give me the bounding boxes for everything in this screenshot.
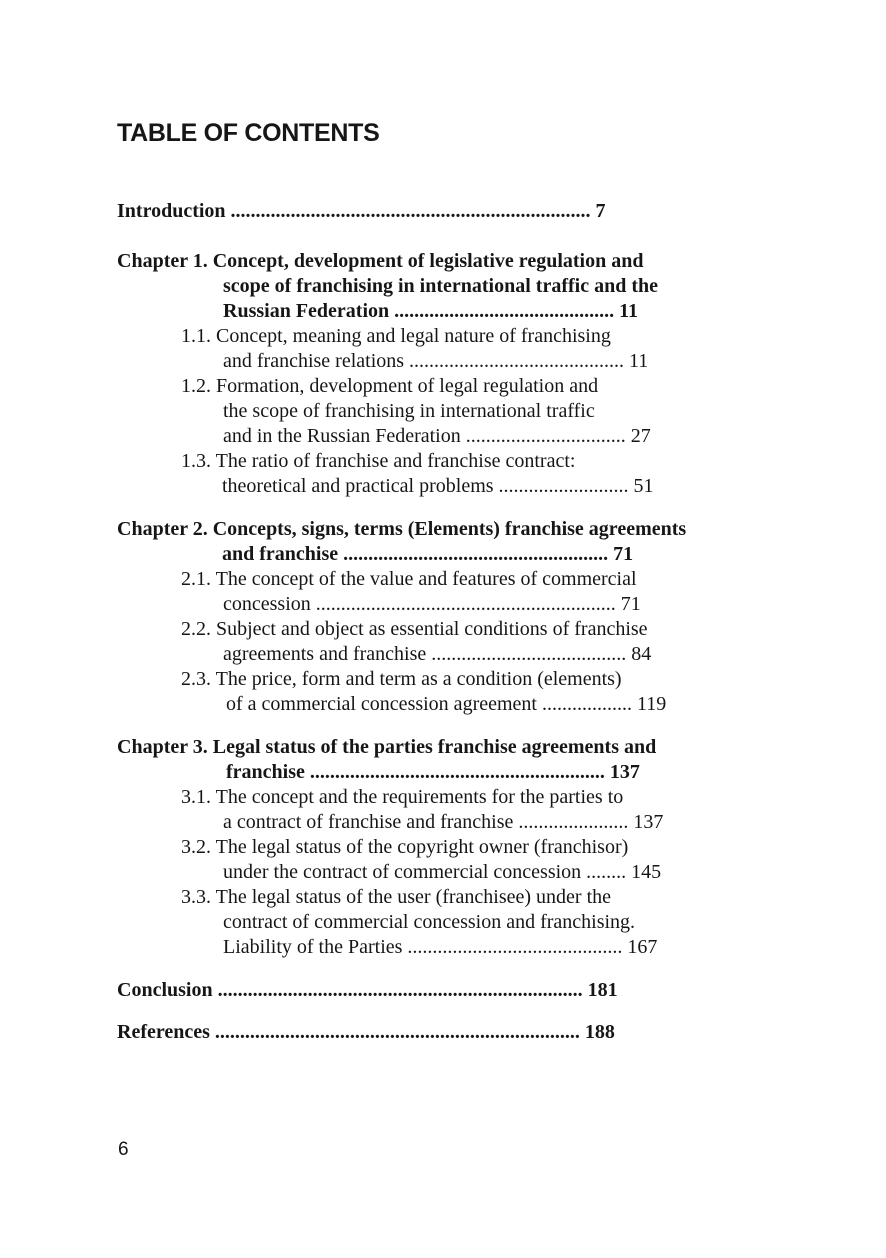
toc-section-3-3: contract of commercial concession and franchising. <box>223 911 636 933</box>
toc-section-3-2: under the contract of commercial concession ........ 145 <box>223 861 662 883</box>
toc-section-1-1: 1.1. Concept, meaning and legal nature of franchising <box>181 325 611 347</box>
toc-section-2-2: 2.2. Subject and object as essential conditions of franchise <box>181 618 648 640</box>
toc-section-1-2: and in the Russian Federation ................................ 27 <box>223 425 651 447</box>
toc-section-1-1: and franchise relations ........................................... 11 <box>223 350 649 372</box>
toc-section-2-1: 2.1. The concept of the value and features of commercial <box>181 568 637 590</box>
toc-chapter1-title: Russian Federation ............................................ 11 <box>223 300 639 322</box>
toc-chapter3-title: Chapter 3. Legal status of the parties franchise agreements and <box>117 736 657 758</box>
toc-section-2-3: of a commercial concession agreement .................. 119 <box>226 693 667 715</box>
toc-chapter3-title: franchise ........................................................... 137 <box>226 761 640 783</box>
toc-section-2-2: agreements and franchise ....................................... 84 <box>223 643 652 665</box>
toc-section-3-3: 3.3. The legal status of the user (franchisee) under the <box>181 886 612 908</box>
toc-section-1-3: 1.3. The ratio of franchise and franchise contract: <box>181 450 576 472</box>
toc-references: References ......................................................................... 188 <box>117 1021 615 1043</box>
toc-section-3-1: 3.1. The concept and the requirements for the parties to <box>181 786 624 808</box>
toc-introduction: Introduction ........................................................................ 7 <box>117 200 606 222</box>
toc-section-1-3: theoretical and practical problems .......................... 51 <box>222 475 654 497</box>
toc-chapter1-title: scope of franchising in international traffic and the <box>223 275 658 297</box>
toc-chapter2-title: Chapter 2. Concepts, signs, terms (Elements) franchise agreements <box>117 518 687 540</box>
toc-chapter2-title: and franchise ..................................................... 71 <box>222 543 634 565</box>
page-number: 6 <box>118 1139 129 1160</box>
toc-chapter1-title: Chapter 1. Concept, development of legislative regulation and <box>117 250 644 272</box>
toc-section-1-2: 1.2. Formation, development of legal regulation and <box>181 375 599 397</box>
page-title: TABLE OF CONTENTS <box>117 119 380 147</box>
toc-section-1-2: the scope of franchising in international traffic <box>223 400 595 422</box>
toc-section-2-1: concession ............................................................ 71 <box>223 593 641 615</box>
toc-section-3-2: 3.2. The legal status of the copyright owner (franchisor) <box>181 836 629 858</box>
toc-section-3-3: Liability of the Parties ........................................... 167 <box>223 936 658 958</box>
toc-conclusion: Conclusion ......................................................................... 181 <box>117 979 618 1001</box>
toc-section-2-3: 2.3. The price, form and term as a condition (elements) <box>181 668 622 690</box>
toc-section-3-1: a contract of franchise and franchise ...................... 137 <box>223 811 664 833</box>
